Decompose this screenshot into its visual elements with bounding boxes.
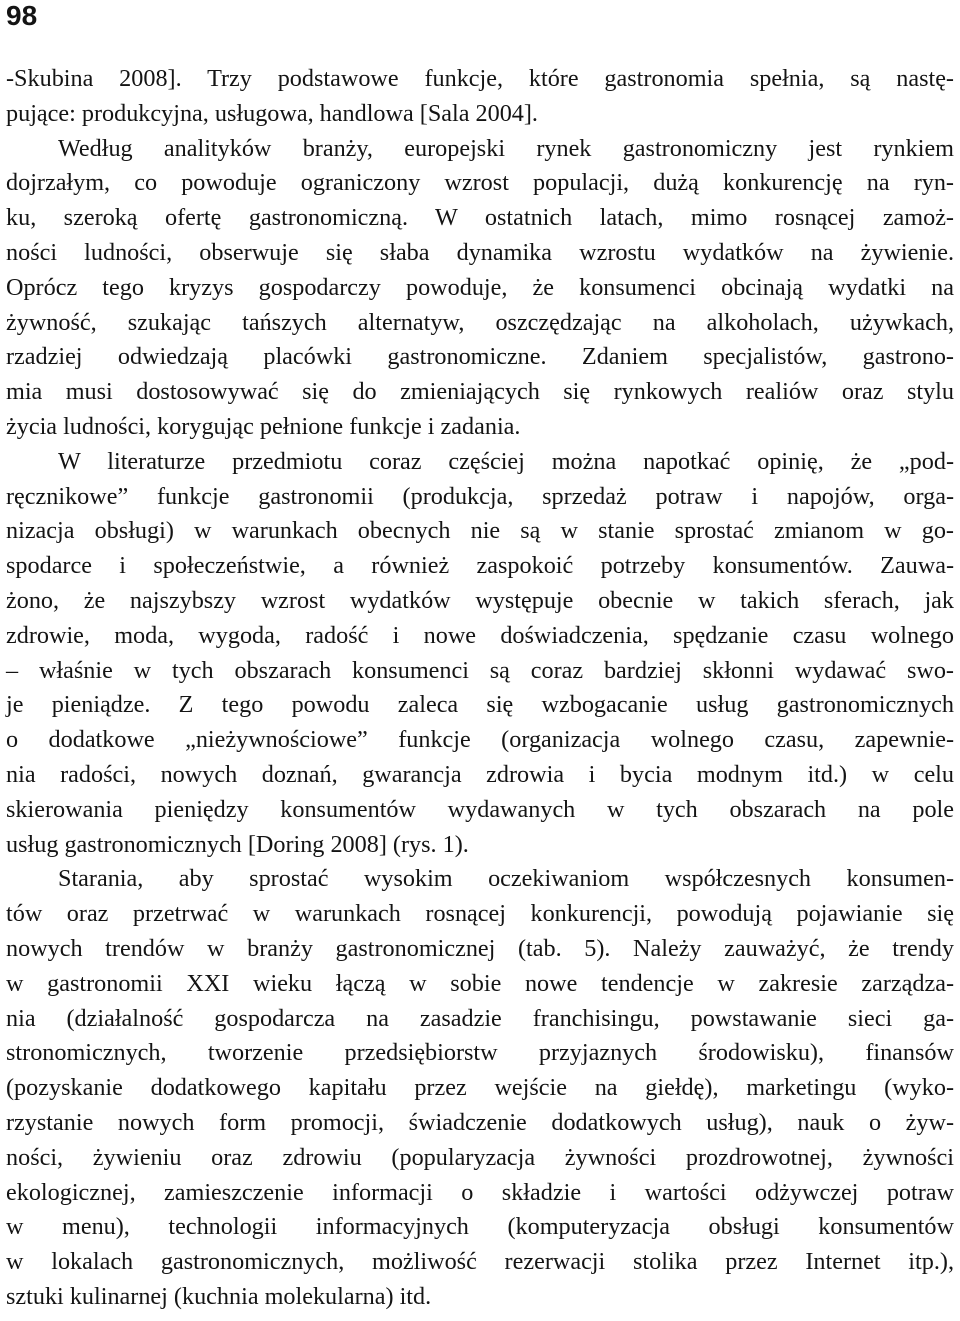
text-line: ręcznikowe” funkcje gastronomii (produkcja, sprzedaż potraw i napojów, orga- [6,482,954,510]
text-line: w gastronomii XXI wieku łączą w sobie nowe tendencje w zakresie zarządza- [6,969,954,997]
text-line: Według analityków branży, europejski rynek gastronomiczny jest rynkiem [58,134,954,162]
text-line: W literaturze przedmiotu coraz częściej można napotkać opinię, że „pod- [58,447,954,475]
text-line: nia radości, nowych doznań, gwarancja zdrowia i bycia modnym itd.) w celu [6,760,954,788]
page-number: 98 [6,0,38,31]
text-line: pujące: produkcyjna, usługowa, handlowa [Sala 2004]. [6,99,538,127]
text-line: zdrowie, moda, wygoda, radość i nowe doświadczenia, spędzanie czasu wolnego [6,621,954,649]
text-line: żono, że najszybszy wzrost wydatków występuje obecnie w takich sferach, jak [6,586,954,614]
paragraph-3 [6,445,954,863]
text-line: tów oraz przetrwać w warunkach rosnącej konkurencji, powodują pojawianie się [6,900,954,928]
text-line: Oprócz tego kryzys gospodarczy powoduje, że konsumenci obcinają wydatki na [6,273,954,301]
text-line: w lokalach gastronomicznych, możliwość rezerwacji stolika przez Internet itp.), [6,1248,954,1276]
text-line: spodarce i społeczeństwie, a również zaspokoić potrzeby konsumentów. Zauwa- [6,552,954,580]
text-line: – właśnie w tych obszarach konsumenci są coraz bardziej skłonni wydawać swo- [6,656,954,684]
text-line: ku, szeroką ofertę gastronomiczną. W ostatnich latach, mimo rosnącej zamoż- [6,204,954,232]
text-line: nowych trendów w branży gastronomicznej (tab. 5). Należy zauważyć, że trendy [6,934,954,962]
text-line: w menu), technologii informacyjnych (komputeryzacja obsługi konsumentów [6,1213,954,1241]
text-line: je pieniądze. Z tego powodu zaleca się wzbogacanie usług gastronomicznych [6,691,954,719]
text-line: żywność, szukając tańszych alternatyw, oszczędzając na alkoholach, używkach, [6,308,954,336]
text-line: dojrzałym, co powoduje ograniczony wzrost populacji, dużą konkurencję na ryn- [6,169,954,197]
text-line: życia ludności, korygując pełnione funkcje i zadania. [6,412,521,440]
text-line: ności, żywieniu oraz zdrowiu (popularyzacja żywności prozdrowotnej, żywności [6,1143,954,1171]
paragraph-2 [6,132,954,445]
paragraph-1 [6,62,954,132]
text-line: (pozyskanie dodatkowego kapitału przez wejście na giełdę), marketingu (wyko- [6,1074,954,1102]
text-line: skierowania pieniędzy konsumentów wydawanych w tych obszarach na pole [6,795,954,823]
text-line: -Skubina 2008]. Trzy podstawowe funkcje, które gastronomia spełnia, są nastę- [6,65,954,92]
text-line: Starania, aby sprostać wysokim oczekiwaniom współczesnych konsumen- [58,865,954,893]
body-text [6,62,954,1315]
text-line: ności ludności, obserwuje się słaba dynamika wzrostu wydatków na żywienie. [6,238,954,266]
text-line: o dodatkowe „nieżywnościowe” funkcje (organizacja wolnego czasu, zapewnie- [6,726,954,754]
text-line: nia (działalność gospodarcza na zasadzie franchisingu, powstawanie sieci ga- [6,1004,954,1032]
text-line: rzadziej odwiedzają placówki gastronomiczne. Zdaniem specjalistów, gastrono- [6,343,954,371]
text-line: nizacja obsługi) w warunkach obecnych nie są w stanie sprostać zmianom w go- [6,517,954,545]
paragraph-4 [6,862,954,1314]
text-line: sztuki kulinarnej (kuchnia molekularna) itd. [6,1282,432,1310]
text-line: stronomicznych, tworzenie przedsiębiorstw przyjaznych środowisku), finansów [6,1039,954,1067]
text-line: usług gastronomicznych [Doring 2008] (rys. 1). [6,830,469,858]
text-line: rzystanie nowych form promocji, świadczenie dodatkowych usług), nauk o żyw- [6,1108,954,1136]
text-line: ekologicznej, zamieszczenie informacji o składzie i wartości odżywczej potraw [6,1178,954,1206]
text-line: mia musi dostosowywać się do zmieniających się rynkowych realiów oraz stylu [6,378,954,406]
